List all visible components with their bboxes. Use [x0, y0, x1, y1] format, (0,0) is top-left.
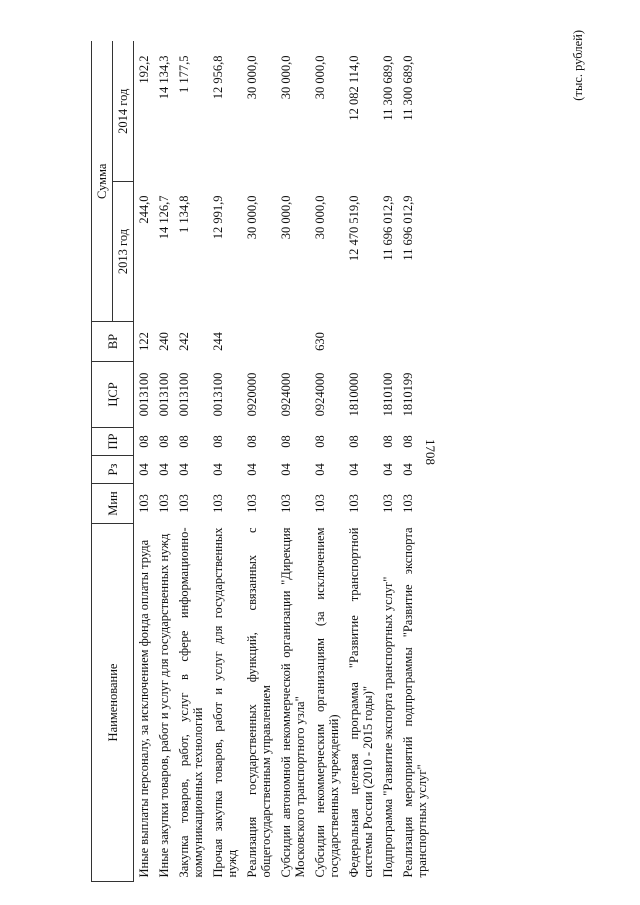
row-rz: 04	[211, 463, 225, 476]
row-sum-2014: 12 082 114,0	[347, 55, 361, 121]
row-sum-2013: 14 126,7	[157, 195, 171, 240]
row-name: Субсидии некоммерческим организациям (за исключением государственных учреждений)	[313, 527, 341, 878]
table-body	[134, 42, 433, 882]
row-min: 103	[245, 494, 259, 513]
row-vr	[398, 322, 432, 362]
row-pr: 08	[381, 435, 395, 448]
table-row	[134, 42, 155, 882]
row-sum-2014: 11 300 689,0	[401, 55, 415, 121]
row-rz: 04	[279, 463, 293, 476]
row-csr: 1810000	[347, 372, 361, 417]
row-sum-2013: 30 000,0	[245, 195, 259, 240]
row-rz: 04	[347, 463, 361, 476]
row-csr: 0013100	[211, 372, 225, 417]
row-pr: 08	[137, 435, 151, 448]
row-min: 103	[177, 494, 191, 513]
row-sum-2014: 1 177,5	[177, 55, 191, 93]
row-pr: 08	[313, 435, 327, 448]
row-sum-2014: 11 300 689,0	[381, 55, 395, 121]
row-name: Иные выплаты персоналу, за исключением фонда оплаты труда	[137, 539, 151, 878]
row-csr: 0013100	[157, 372, 171, 417]
table-row	[242, 42, 276, 882]
row-csr: 0920000	[245, 372, 259, 417]
header-pr: ПР	[92, 428, 134, 456]
row-sum-2014: 12 956,8	[211, 55, 225, 100]
row-csr: 0924000	[279, 372, 293, 417]
header-csr: ЦСР	[92, 362, 134, 428]
row-csr: 0013100	[177, 372, 191, 417]
row-name: Реализация мероприятий подпрограммы "Развитие экспорта транспортных услуг"	[401, 527, 429, 878]
row-pr: 08	[177, 435, 191, 448]
row-pr: 08	[279, 435, 293, 448]
row-vr	[344, 322, 378, 362]
row-name: Иные закупки товаров, работ и услуг для государственных нужд	[157, 533, 171, 878]
row-vr	[378, 322, 398, 362]
row-csr: 0924000	[313, 372, 327, 417]
row-vr: 630	[313, 332, 327, 351]
row-rz: 04	[381, 463, 395, 476]
row-min: 103	[347, 494, 361, 513]
table-row	[154, 42, 174, 882]
row-name: Субсидии автономной некоммерческой организации "Дирекция Московского транспортного узла"	[279, 527, 307, 878]
row-sum-2013: 11 696 012,9	[381, 195, 395, 261]
row-vr	[242, 322, 276, 362]
row-vr: 122	[137, 332, 151, 351]
row-min: 103	[137, 494, 151, 513]
row-min: 103	[313, 494, 327, 513]
row-sum-2014: 192,2	[137, 55, 151, 84]
row-pr: 08	[401, 435, 415, 448]
row-rz: 04	[313, 463, 327, 476]
page-number: 1708	[423, 439, 438, 465]
row-name: Закупка товаров, работ, услуг в сфере информационно-коммуникационных технологий	[177, 527, 205, 878]
row-sum-2013: 12 991,9	[211, 195, 225, 240]
row-name: Реализация государственных функций, связанных с общегосударственным управлением	[245, 527, 273, 878]
table-row	[344, 42, 378, 882]
header-year-2014: 2014 год	[113, 42, 134, 182]
budget-table	[91, 42, 432, 883]
header-year-2013: 2013 год	[113, 182, 134, 322]
row-sum-2013: 1 134,8	[177, 195, 191, 233]
row-min: 103	[157, 494, 171, 513]
row-min: 103	[401, 494, 415, 513]
header-rz: Рз	[92, 456, 134, 484]
row-sum-2014: 14 134,3	[157, 55, 171, 100]
row-sum-2014: 30 000,0	[245, 55, 259, 100]
table-header	[92, 42, 134, 882]
row-vr: 240	[157, 332, 171, 351]
row-rz: 04	[177, 463, 191, 476]
table-row	[378, 42, 398, 882]
row-vr	[276, 322, 310, 362]
row-rz: 04	[401, 463, 415, 476]
table-row	[208, 42, 242, 882]
table-row	[174, 42, 208, 882]
row-name: Прочая закупка товаров, работ и услуг для государственных нужд	[211, 527, 239, 878]
table-row	[276, 42, 310, 882]
rotated-table-area	[85, 22, 605, 882]
row-rz: 04	[245, 463, 259, 476]
row-rz: 04	[157, 463, 171, 476]
row-sum-2013: 30 000,0	[279, 195, 293, 240]
row-sum-2013: 30 000,0	[313, 195, 327, 240]
row-pr: 08	[211, 435, 225, 448]
header-min: Мин	[92, 484, 134, 524]
row-min: 103	[279, 494, 293, 513]
row-rz: 04	[137, 463, 151, 476]
row-sum-2014: 30 000,0	[279, 55, 293, 100]
row-name: Федеральная целевая программа "Развитие транспортной системы России (2010 - 2015 годы)"	[347, 527, 375, 878]
row-sum-2014: 30 000,0	[313, 55, 327, 100]
row-min: 103	[211, 494, 225, 513]
row-min: 103	[381, 494, 395, 513]
row-vr: 244	[211, 332, 225, 351]
row-csr: 1810100	[381, 372, 395, 417]
row-csr: 1810199	[401, 372, 415, 417]
row-sum-2013: 11 696 012,9	[401, 195, 415, 261]
row-pr: 08	[245, 435, 259, 448]
row-name: Подпрограмма "Развитие экспорта транспортных услуг"	[381, 576, 395, 878]
row-vr: 242	[177, 332, 191, 351]
table-row	[310, 42, 344, 882]
row-pr: 08	[347, 435, 361, 448]
row-sum-2013: 12 470 519,0	[347, 195, 361, 262]
row-sum-2013: 244,0	[137, 195, 151, 224]
header-name: Наименование	[92, 524, 134, 882]
units-note: (тыс. рублей)	[571, 30, 585, 101]
header-sum: Сумма	[92, 42, 113, 322]
row-pr: 08	[157, 435, 171, 448]
row-csr: 0013100	[137, 372, 151, 417]
header-vr: ВР	[92, 322, 134, 362]
table-row	[398, 42, 432, 882]
